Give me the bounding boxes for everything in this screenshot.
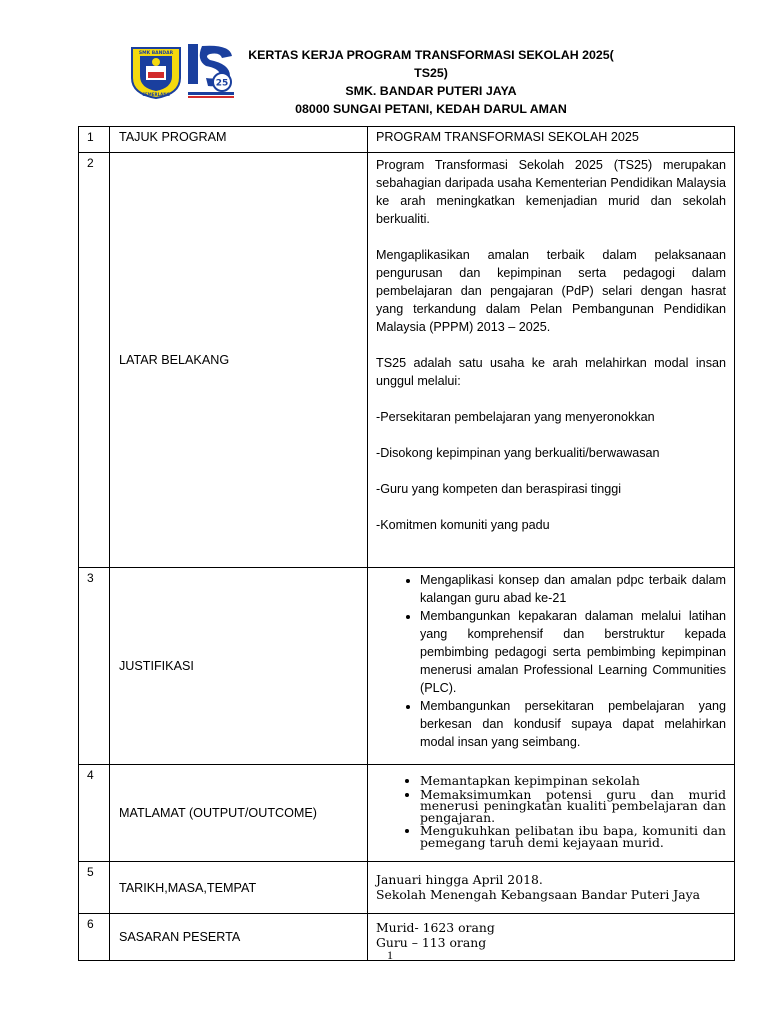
table-row [79,765,735,862]
row-number: 4 [79,765,110,862]
row-number: 2 [79,153,110,568]
school-name: SMK. BANDAR PUTERI JAYA [345,84,517,98]
ts25-logo [186,42,236,100]
table-row [79,568,735,765]
svg-text:CEMERLANG: CEMERLANG [142,92,170,97]
row-number: 5 [79,862,110,914]
content-line: Sekolah Menengah Kebangsaan Bandar Puteri Jaya [376,887,700,902]
row-content [368,914,735,961]
document-header [0,38,768,116]
paragraph: TS25 adalah satu usaha ke arah melahirkan modal insan unggul melalui: [376,356,726,388]
row-content [368,568,735,765]
row-label: SASARAN PESERTA [110,914,368,961]
list-item: • Mengukuhkan pelibatan ibu bapa, komuniti dan pemegang taruh demi kejayaan murid. [420,825,726,848]
paragraph: -Guru yang kompeten dan beraspirasi tinggi [376,482,622,496]
row-number: 1 [79,127,110,153]
row-number: 3 [79,568,110,765]
table-row [79,914,735,961]
row-content [368,765,735,862]
paragraph: -Disokong kepimpinan yang berkualiti/berwawasan [376,446,660,460]
table-row [79,153,735,568]
content-line: Murid- 1623 orang [376,920,495,935]
paragraph: Program Transformasi Sekolah 2025 (TS25) merupakan sebahagian daripada usaha Kementerian Pendidikan Malaysia ke arah meningkatkan kemenjadian murid dan sekolah berkualiti. [376,158,726,226]
row-content: PROGRAM TRANSFORMASI SEKOLAH 2025 [368,127,735,153]
document-title: KERTAS KERJA PROGRAM TRANSFORMASI SEKOLAH 2025( TS25) [248,48,614,80]
row-number: 6 [79,914,110,961]
row-label: MATLAMAT (OUTPUT/OUTCOME) [110,765,368,862]
table-row [79,862,735,914]
paragraph: -Komitmen komuniti yang padu [376,518,550,532]
paragraph: Mengaplikasikan amalan terbaik dalam pelaksanaan pengurusan dan kepimpinan serta pedagogi dalam pembelajaran dan pengajaran (PdP) selari dengan hasrat yang terkandung dalam Pelan Pembangunan Pendidikan Malaysia (PPPM) 2013 – 2025. [376,248,726,334]
content-line: Januari hingga April 2018. [376,872,543,887]
row-label: JUSTIFIKASI [110,568,368,765]
row-label: TAJUK PROGRAM [110,127,368,153]
row-content [368,862,735,914]
content-line: Guru – 113 orang [376,935,487,950]
program-table [78,126,735,961]
row-label: TARIKH,MASA,TEMPAT [110,862,368,914]
row-content [368,153,735,568]
list-item: • Membangunkan persekitaran pembelajaran yang berkesan dan kondusif supaya dapat melahirkan modal insan yang seimbang. [420,697,726,751]
paragraph: -Persekitaran pembelajaran yang menyeronokkan [376,410,655,424]
list-item: • Membangunkan kepakaran dalaman melalui latihan yang komprehensif dan berstruktur kepada pembimbing pedagogi serta pembimbing kepimpinan menerusi amalan Professional Learning Communities (PLC). [420,607,726,697]
row-label: LATAR BELAKANG [110,153,368,568]
list-item: • Memaksimumkan potensi guru dan murid menerusi peningkatan kualiti pembelajaran dan pengajaran. [420,789,726,824]
school-crest-logo [128,44,184,100]
list-item: • Mengaplikasi konsep dan amalan pdpc terbaik dalam kalangan guru abad ke-21 [420,571,726,607]
svg-text:SMK BANDAR: SMK BANDAR [138,51,174,56]
document-title-block [236,46,626,118]
school-address: 08000 SUNGAI PETANI, KEDAH DARUL AMAN [295,102,567,116]
svg-text:25: 25 [215,78,229,89]
table-row [79,127,735,153]
page-number: 1 [387,948,393,962]
list-item: • Memantapkan kepimpinan sekolah [420,775,726,787]
